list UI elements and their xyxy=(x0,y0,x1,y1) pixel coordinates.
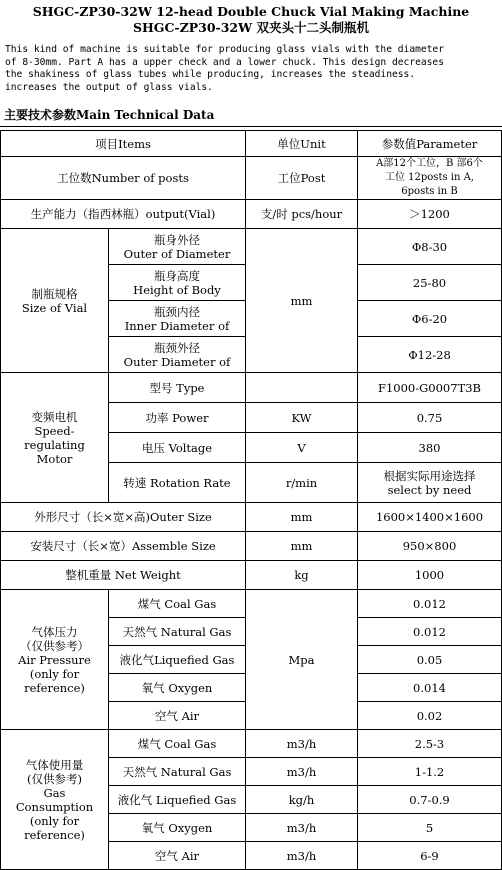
group-line: Air Pressure xyxy=(18,652,91,667)
sub-item: 空气 Air xyxy=(109,702,246,730)
header-unit: 单位Unit xyxy=(246,131,358,157)
title-chinese: SHGC-ZP30-32W 双夹头十二头制瓶机 xyxy=(132,20,370,35)
row-param: 0.02 xyxy=(358,702,502,730)
row-unit: kg xyxy=(246,561,358,590)
intro-line: of 8-30mm. Part A has a upper check and a lower chuck. This design decreases xyxy=(5,56,444,68)
table-row xyxy=(1,730,502,758)
header-parameter: 参数值Parameter xyxy=(358,131,502,157)
sub-item-en: Height of Body xyxy=(133,282,221,297)
row-unit: V xyxy=(246,433,358,463)
sub-item-cn: 瓶身外径 xyxy=(154,232,200,247)
group-line: (only for xyxy=(29,666,80,681)
group-label-motor xyxy=(1,373,109,503)
sub-item: 空气 Air xyxy=(109,842,246,870)
group-line: (only for xyxy=(29,813,80,828)
row-param: 2.5-3 xyxy=(358,730,502,758)
row-param: 1-1.2 xyxy=(358,758,502,786)
group-line: （仅供参考） xyxy=(20,638,89,653)
table-row xyxy=(1,373,502,403)
group-line: Motor xyxy=(36,451,73,466)
row-unit: 支/时 pcs/hour xyxy=(246,200,358,229)
sub-item: 煤气 Coal Gas xyxy=(109,590,246,618)
row-unit: r/min xyxy=(246,463,358,503)
sub-item xyxy=(109,337,246,373)
table-row xyxy=(1,590,502,618)
sub-item: 转速 Rotation Rate xyxy=(109,463,246,503)
row-param: 0.7-0.9 xyxy=(358,786,502,814)
sub-item-cn: 瓶颈外径 xyxy=(154,340,200,355)
table-row xyxy=(1,200,502,229)
row-param: 25-80 xyxy=(358,265,502,301)
row-param xyxy=(358,157,502,200)
sub-item: 煤气 Coal Gas xyxy=(109,730,246,758)
row-param: Φ6-20 xyxy=(358,301,502,337)
row-param: ＞1200 xyxy=(358,200,502,229)
table-row xyxy=(1,532,502,561)
row-param: 0.012 xyxy=(358,618,502,646)
row-unit: kg/h xyxy=(246,786,358,814)
row-unit: mm xyxy=(246,503,358,532)
title-english: SHGC-ZP30-32W 12-head Double Chuck Vial Making Machine xyxy=(32,4,470,19)
row-item: 安装尺寸（长×宽）Assemble Size xyxy=(1,532,246,561)
sub-item: 天然气 Natural Gas xyxy=(109,758,246,786)
row-param: Φ12-28 xyxy=(358,337,502,373)
group-label-pressure xyxy=(1,590,109,730)
row-param: F1000-G0007T3B xyxy=(358,373,502,403)
row-param: 0.014 xyxy=(358,674,502,702)
sub-item: 氧气 Oxygen xyxy=(109,814,246,842)
row-param: 0.05 xyxy=(358,646,502,674)
table-header-row xyxy=(1,131,502,157)
row-unit xyxy=(246,373,358,403)
sub-item-cn: 瓶身高度 xyxy=(154,268,200,283)
sub-item-en: Outer of Diameter xyxy=(123,246,231,261)
row-param: 1000 xyxy=(358,561,502,590)
param-line: select by need xyxy=(387,482,472,497)
param-line: 根据实际用途选择 xyxy=(383,468,476,483)
row-unit: m3/h xyxy=(246,814,358,842)
group-label-size xyxy=(1,229,109,373)
intro-line: the shakiness of glass tubes while producing, increases the steadiness. xyxy=(5,69,416,80)
section-title: 主要技术参数Main Technical Data xyxy=(4,108,215,122)
group-line: reference) xyxy=(24,680,85,695)
row-param: 5 xyxy=(358,814,502,842)
row-unit: mm xyxy=(246,532,358,561)
divider xyxy=(0,126,502,127)
param-line: 6posts in B xyxy=(401,186,458,197)
group-line: 气体压力 xyxy=(31,624,78,639)
table-row xyxy=(1,157,502,200)
row-param: 380 xyxy=(358,433,502,463)
row-unit: mm xyxy=(246,229,358,373)
row-param: 0.75 xyxy=(358,403,502,433)
row-param: 1600×1400×1600 xyxy=(358,503,502,532)
group-line: regulating xyxy=(24,437,85,452)
sub-item: 氧气 Oxygen xyxy=(109,674,246,702)
sub-item xyxy=(109,229,246,265)
row-param: Φ8-30 xyxy=(358,229,502,265)
sub-item: 型号 Type xyxy=(109,373,246,403)
intro-line: This kind of machine is suitable for producing glass vials with the diameter xyxy=(5,44,444,55)
technical-data-table xyxy=(0,130,502,870)
group-line: Gas xyxy=(43,785,66,800)
sub-item: 液化气 Liquefied Gas xyxy=(109,786,246,814)
row-item: 整机重量 Net Weight xyxy=(1,561,246,590)
table-row xyxy=(1,229,502,265)
group-line: Size of Vial xyxy=(21,300,88,315)
row-item: 生产能力（指西林瓶）output(Vial) xyxy=(1,200,246,229)
sub-item: 电压 Voltage xyxy=(109,433,246,463)
sub-item-en: Outer Diameter of xyxy=(123,354,231,369)
row-unit: KW xyxy=(246,403,358,433)
row-unit: m3/h xyxy=(246,842,358,870)
intro-paragraph xyxy=(5,44,499,94)
sub-item xyxy=(109,301,246,337)
row-unit: m3/h xyxy=(246,758,358,786)
group-line: (仅供参考) xyxy=(27,771,82,786)
sub-item xyxy=(109,265,246,301)
sub-item: 液化气Liquefied Gas xyxy=(109,646,246,674)
row-param xyxy=(358,463,502,503)
header-items: 项目Items xyxy=(1,131,246,157)
row-item: 外形尺寸（长×宽×高)Outer Size xyxy=(1,503,246,532)
row-item: 工位数Number of posts xyxy=(1,157,246,200)
group-line: Consumption xyxy=(15,799,94,814)
sub-item-cn: 瓶颈内径 xyxy=(154,304,200,319)
row-unit: m3/h xyxy=(246,730,358,758)
intro-line: increases the output of glass vials. xyxy=(5,81,213,93)
param-line: A部12个工位，B 部6个 xyxy=(376,158,483,169)
group-line: reference) xyxy=(24,827,85,842)
table-row xyxy=(1,561,502,590)
sub-item-en: Inner Diameter of xyxy=(124,318,230,333)
group-line: 气体使用量 xyxy=(25,757,84,772)
param-line: 工位 12posts in A, xyxy=(384,172,474,183)
group-line: 制瓶规格 xyxy=(31,286,78,301)
row-unit: Mpa xyxy=(246,590,358,730)
row-param: 6-9 xyxy=(358,842,502,870)
group-line: 变频电机 xyxy=(31,409,78,424)
sub-item: 天然气 Natural Gas xyxy=(109,618,246,646)
row-unit: 工位Post xyxy=(246,157,358,200)
group-label-consumption xyxy=(1,730,109,870)
group-line: Speed- xyxy=(34,423,75,438)
row-param: 0.012 xyxy=(358,590,502,618)
row-param: 950×800 xyxy=(358,532,502,561)
sub-item: 功率 Power xyxy=(109,403,246,433)
table-row xyxy=(1,503,502,532)
